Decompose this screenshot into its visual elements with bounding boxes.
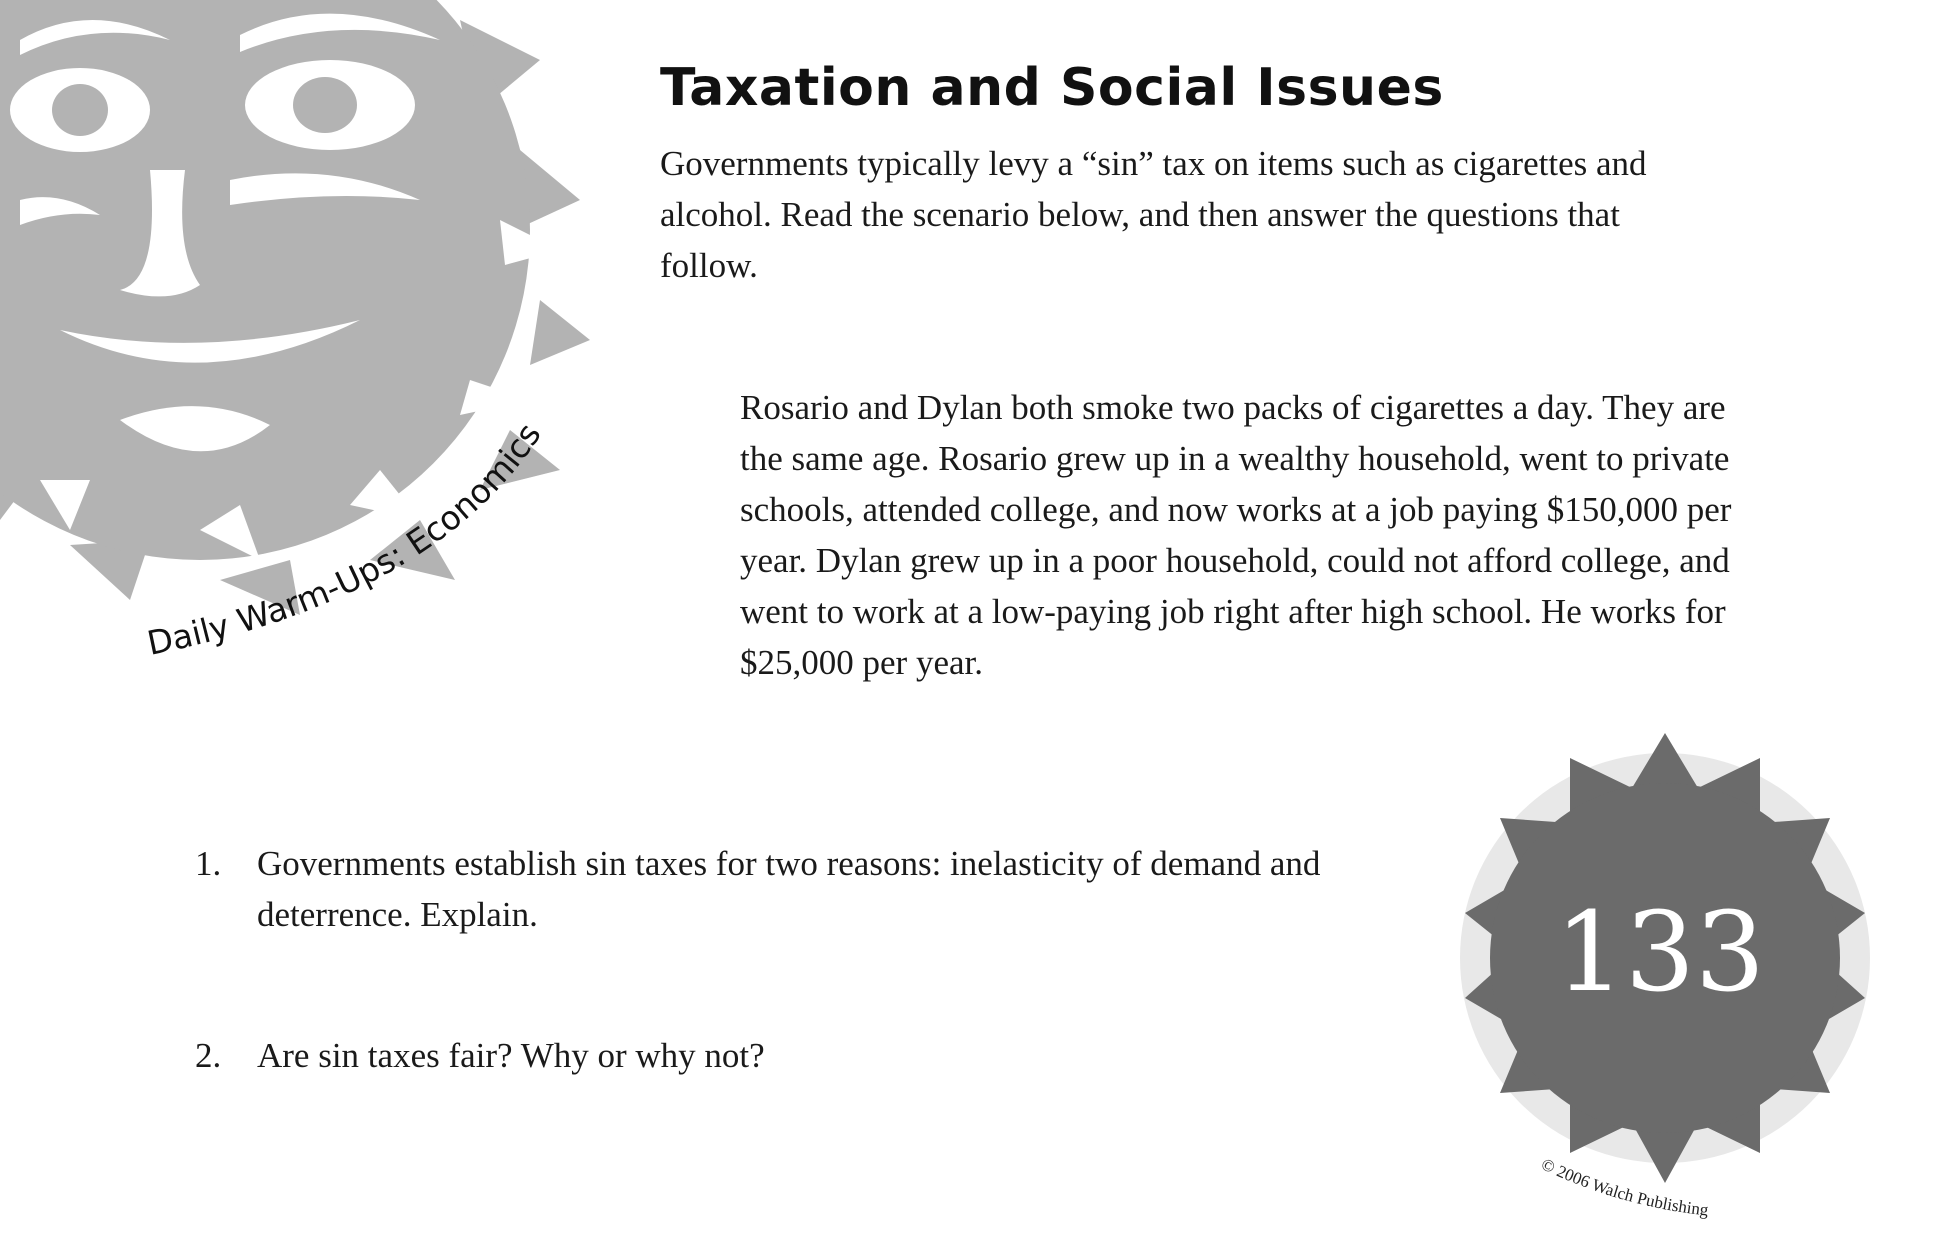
- intro-paragraph: Governments typically levy a “sin” tax on items such as cigarettes and alcohol. Read the scenario below, and then answer the questions that follow.: [660, 144, 1647, 285]
- question-text: Are sin taxes fair? Why or why not?: [257, 1036, 765, 1075]
- series-label-arc: [0, 0, 620, 680]
- scenario-paragraph: Rosario and Dylan both smoke two packs of cigarettes a day. They are the same age. Rosario grew up in a wealthy household, went to private schools, attended college, and now works at a job paying $150,000 per year. Dylan grew up in a poor household, could not afford college, and went to work at a low-paying job right after high school. He works for $25,000 per year.: [740, 388, 1732, 682]
- question-item: [195, 838, 1465, 940]
- copyright-label: © 2006 Walch Publishing: [1538, 1154, 1710, 1220]
- page-number: 133: [1555, 888, 1765, 1016]
- question-number: 2.: [195, 1036, 222, 1075]
- svg-text:© 2006 Walch Publishing: [1538, 1154, 1710, 1219]
- question-item: [195, 1030, 1465, 1081]
- page-number-badge: [1460, 728, 1880, 1228]
- page-title: Taxation and Social Issues: [660, 58, 1444, 118]
- series-label: Daily Warm-Ups: Economics: [143, 415, 549, 663]
- svg-text:Daily Warm-Ups: Economics: [144, 416, 549, 663]
- question-text: Governments establish sin taxes for two reasons: inelasticity of demand and deterrence. Explain.: [257, 844, 1321, 934]
- question-number: 1.: [195, 844, 222, 883]
- question-list: [195, 838, 1465, 1081]
